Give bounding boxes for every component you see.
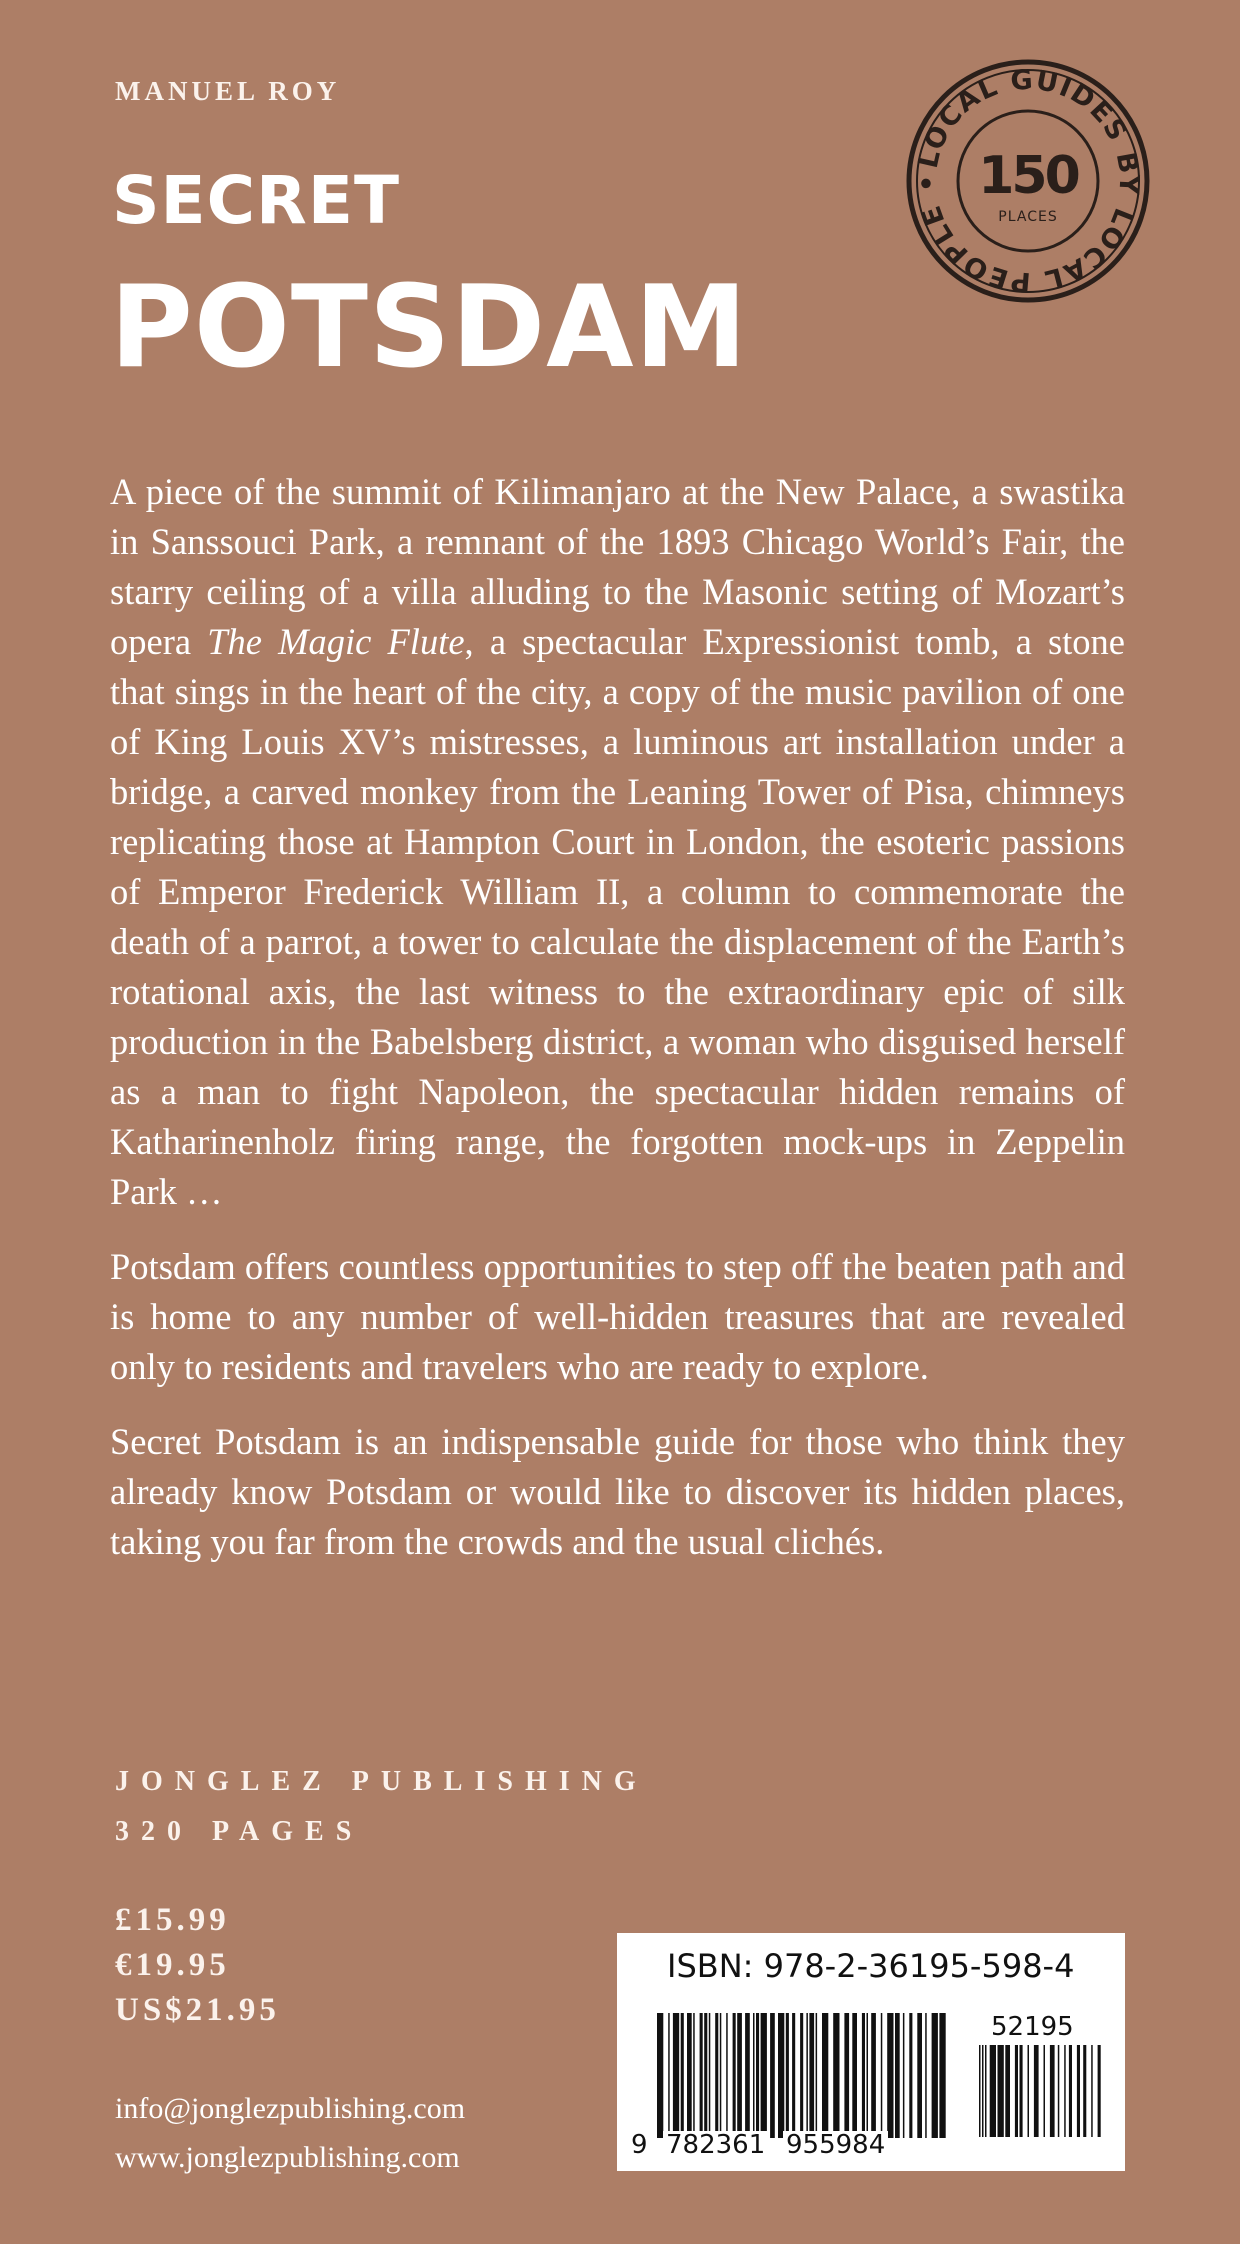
barcode-bar bbox=[1091, 2045, 1093, 2137]
barcode-bar bbox=[871, 2013, 876, 2138]
barcode-bar bbox=[895, 2013, 900, 2138]
barcode-lead-digit: 9 bbox=[631, 2130, 648, 2160]
barcode-panel bbox=[617, 1933, 1125, 2171]
barcode-bar bbox=[720, 2013, 722, 2138]
barcode-bar bbox=[990, 2045, 996, 2137]
barcode-bar bbox=[903, 2013, 905, 2138]
barcode-bar bbox=[700, 2013, 703, 2138]
barcode-bar bbox=[881, 2013, 883, 2138]
stamp-label: PLACES bbox=[998, 209, 1058, 225]
barcode-bar bbox=[800, 2013, 803, 2138]
barcode-bar bbox=[909, 2013, 912, 2138]
barcode-bar bbox=[792, 2013, 795, 2138]
barcode-bar bbox=[681, 2013, 684, 2138]
price-eur: €19.95 bbox=[115, 1947, 230, 1983]
barcode-bar bbox=[862, 2013, 865, 2138]
barcode-bar bbox=[1028, 2045, 1030, 2137]
barcode-bar bbox=[1020, 2045, 1023, 2137]
barcode-bar bbox=[998, 2045, 1004, 2137]
barcode-bar bbox=[687, 2013, 692, 2138]
barcode-bar bbox=[985, 2045, 987, 2137]
barcode-bar bbox=[867, 2013, 869, 2138]
barcode-bar bbox=[1005, 2045, 1010, 2137]
barcode-bar bbox=[770, 2013, 775, 2138]
barcode-bar bbox=[887, 2013, 893, 2138]
barcode-bar bbox=[668, 2013, 670, 2138]
page-count: 320 PAGES bbox=[115, 1816, 364, 1847]
description-paragraph-1: A piece of the summit of Kilimanjaro at the New Palace, a swastika in Sanssouci Park, a remnant of the 1893 Chicago World’s Fair, the starry ceiling of a villa alluding to the Masonic setting of Mozart’s opera The Magic Flute, a spectacular Expressionist tomb, a stone that sings in the heart of the city, a copy of the music pavilion of one of King Louis XV’s mistresses, a luminous art installation under a bridge, a carved monkey from the Leaning Tower of Pisa, chimneys replicating those at Hampton Court in London, the esoteric passions of Emperor Frederick William II, a column to commemorate the death of a parrot, a tower to calculate the displacement of the Earth’s rotational axis, the last witness to the extraordinary epic of silk production in the Babelsberg district, a woman who disguised herself as a man to fight Napoleon, the spectacular hidden remains of Katharinenholz firing range, the forgotten mock-ups in Zeppelin Park … bbox=[110, 471, 1126, 1212]
price-gbp: £15.99 bbox=[115, 1902, 230, 1938]
barcode-bar bbox=[1098, 2045, 1101, 2137]
barcode-bar bbox=[753, 2013, 755, 2138]
barcode-bar bbox=[761, 2013, 767, 2138]
barcode-bar bbox=[816, 2013, 818, 2138]
barcode-bar bbox=[778, 2013, 784, 2138]
stamp-number: 150 bbox=[978, 146, 1078, 206]
barcode-bar bbox=[756, 2013, 759, 2138]
barcode-bar bbox=[852, 2013, 857, 2138]
barcode-bar bbox=[709, 2013, 711, 2138]
stamp-ring-text: LOCAL GUIDES BY LOCAL PEOPLE • bbox=[911, 64, 1145, 298]
barcode-bar bbox=[1015, 2045, 1018, 2137]
barcode-bar bbox=[733, 2013, 736, 2138]
book-title: POTSDAM bbox=[110, 261, 749, 393]
barcode-bar bbox=[726, 2013, 728, 2138]
series-title: SECRET bbox=[112, 162, 400, 239]
barcode-bar bbox=[822, 2013, 828, 2138]
barcode-bar bbox=[806, 2013, 808, 2138]
barcode-bar bbox=[745, 2013, 750, 2138]
barcode-group-2: 955984 bbox=[783, 2131, 888, 2159]
barcode-bar bbox=[844, 2013, 849, 2138]
barcode-bar bbox=[1050, 2045, 1055, 2137]
barcode-bar bbox=[737, 2013, 742, 2138]
barcode-bar bbox=[1077, 2045, 1080, 2137]
website-link[interactable]: www.jonglezpublishing.com bbox=[115, 2141, 460, 2174]
barcode-bar bbox=[1044, 2045, 1046, 2137]
barcode-bar bbox=[1064, 2045, 1066, 2137]
price-usd: US$21.95 bbox=[115, 1992, 280, 2028]
barcode-addon-digits: 52195 bbox=[991, 2012, 1074, 2042]
barcode-bar bbox=[979, 2045, 981, 2137]
barcode-bar bbox=[673, 2013, 679, 2138]
barcode-bar bbox=[786, 2013, 789, 2138]
description bbox=[110, 467, 1125, 1592]
description-paragraph-2: Potsdam offers countless opportunities to step off the beaten path and is home to any number of well-hidden treasures that are revealed only to residents and travelers who are ready to explore. bbox=[110, 1246, 1125, 1387]
barcode-bar bbox=[917, 2013, 922, 2138]
barcode-bar bbox=[833, 2013, 839, 2138]
publisher-name: JONGLEZ PUBLISHING bbox=[115, 1766, 648, 1797]
barcode-group-1: 782361 bbox=[663, 2131, 768, 2159]
author-name: MANUEL ROY bbox=[115, 76, 341, 106]
local-guides-stamp bbox=[905, 58, 1151, 304]
barcode-bar bbox=[1069, 2045, 1072, 2137]
barcode-bar bbox=[1034, 2045, 1039, 2137]
isbn-number: ISBN: 978-2-36195-598-4 bbox=[667, 1947, 1075, 1985]
barcode-bar bbox=[1058, 2045, 1060, 2137]
barcode-bar bbox=[693, 2013, 695, 2138]
opera-title: The Magic Flute bbox=[207, 621, 465, 662]
barcode-bar bbox=[939, 2013, 945, 2138]
barcode-bar bbox=[704, 2013, 707, 2138]
barcode-bar bbox=[715, 2013, 718, 2138]
barcode-bar bbox=[932, 2013, 938, 2138]
barcode-bar bbox=[982, 2045, 984, 2137]
email-link[interactable]: info@jonglezpublishing.com bbox=[115, 2092, 466, 2125]
barcode-bar bbox=[657, 2013, 663, 2138]
barcode-bar bbox=[809, 2013, 814, 2138]
barcode-bar bbox=[1083, 2045, 1086, 2137]
barcode-bar bbox=[925, 2013, 927, 2138]
description-paragraph-3: Secret Potsdam is an indispensable guide for those who think they already know Potsdam or would like to discover its hidden places, taking you far from the crowds and the usual clichés. bbox=[110, 1421, 1125, 1562]
